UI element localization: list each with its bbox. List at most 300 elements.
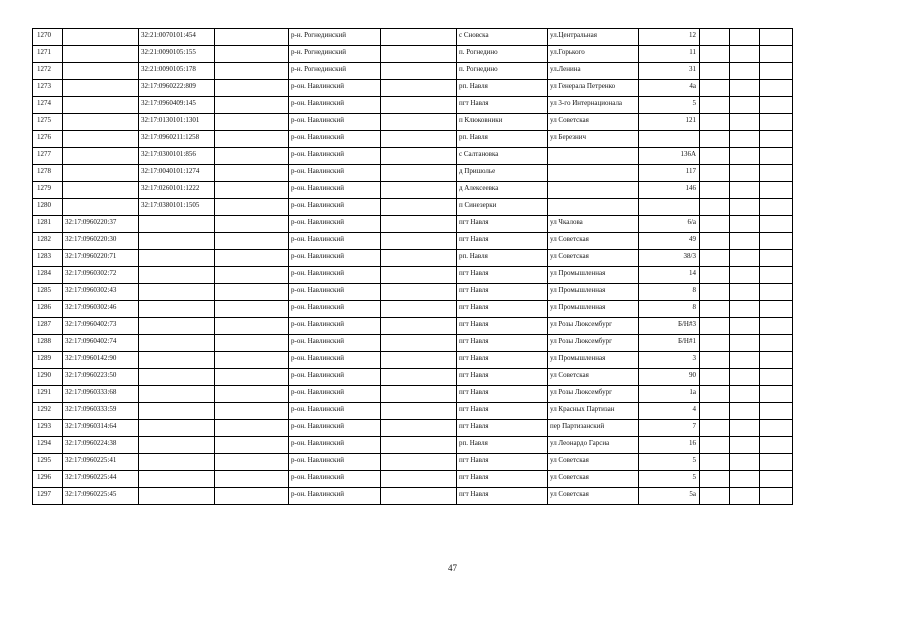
cadastral-number-alt-cell: 32:17:0260101:1222 — [139, 182, 215, 199]
cadastral-number-alt-cell — [139, 335, 215, 352]
empty-cell — [215, 488, 289, 505]
street-cell: ул Розы Люксембург — [548, 335, 639, 352]
settlement-cell: пгт Навля — [457, 301, 548, 318]
cadastral-number-cell — [63, 80, 139, 97]
cadastral-number-alt-cell — [139, 250, 215, 267]
page-number: 47 — [448, 563, 457, 573]
empty-cell — [730, 284, 760, 301]
empty-cell — [700, 131, 730, 148]
district-cell: р-он. Навлинский — [289, 301, 381, 318]
row-number-cell: 1279 — [33, 182, 63, 199]
cadastral-number-cell — [63, 182, 139, 199]
settlement-cell: рп. Навля — [457, 131, 548, 148]
street-cell: ул Советская — [548, 369, 639, 386]
empty-cell — [760, 403, 793, 420]
empty-cell — [700, 250, 730, 267]
row-number-cell: 1296 — [33, 471, 63, 488]
empty-cell — [215, 46, 289, 63]
street-cell: ул Розы Люксембург — [548, 386, 639, 403]
settlement-cell: пгт Навля — [457, 488, 548, 505]
table-row — [33, 284, 793, 301]
street-cell: ул Промышленная — [548, 301, 639, 318]
empty-cell — [381, 369, 457, 386]
house-number-cell: 49 — [639, 233, 700, 250]
empty-cell — [215, 97, 289, 114]
empty-cell — [730, 29, 760, 46]
empty-cell — [381, 454, 457, 471]
empty-cell — [215, 284, 289, 301]
row-number-cell: 1280 — [33, 199, 63, 216]
cadastral-number-alt-cell — [139, 488, 215, 505]
table-row — [33, 250, 793, 267]
street-cell: ул Розы Люксембург — [548, 318, 639, 335]
house-number-cell: 4а — [639, 80, 700, 97]
district-cell: р-он. Навлинский — [289, 386, 381, 403]
empty-cell — [215, 131, 289, 148]
cadastral-number-alt-cell: 32:17:0960211:1258 — [139, 131, 215, 148]
table-row — [33, 454, 793, 471]
empty-cell — [381, 250, 457, 267]
house-number-cell: Б/Н#1 — [639, 335, 700, 352]
district-cell: р-н. Рогнединский — [289, 46, 381, 63]
cadastral-number-cell: 32:17:0960402:73 — [63, 318, 139, 335]
empty-cell — [700, 267, 730, 284]
cadastral-number-alt-cell: 32:17:0130101:1301 — [139, 114, 215, 131]
empty-cell — [730, 386, 760, 403]
empty-cell — [381, 46, 457, 63]
district-cell: р-он. Навлинский — [289, 80, 381, 97]
cadastral-number-cell — [63, 29, 139, 46]
settlement-cell: пгт Навля — [457, 352, 548, 369]
table-row — [33, 301, 793, 318]
empty-cell — [215, 148, 289, 165]
cadastral-number-cell: 32:17:0960302:46 — [63, 301, 139, 318]
empty-cell — [215, 199, 289, 216]
street-cell: ул.Горького — [548, 46, 639, 63]
empty-cell — [700, 216, 730, 233]
empty-cell — [700, 318, 730, 335]
table-row — [33, 318, 793, 335]
empty-cell — [381, 284, 457, 301]
street-cell — [548, 199, 639, 216]
street-cell — [548, 182, 639, 199]
district-cell: р-он. Навлинский — [289, 318, 381, 335]
cadastral-number-alt-cell — [139, 454, 215, 471]
empty-cell — [215, 250, 289, 267]
cadastral-number-cell — [63, 165, 139, 182]
empty-cell — [215, 233, 289, 250]
settlement-cell: п Синезерки — [457, 199, 548, 216]
cadastral-number-alt-cell — [139, 403, 215, 420]
cadastral-number-cell: 32:17:0960220:37 — [63, 216, 139, 233]
cadastral-number-alt-cell — [139, 420, 215, 437]
settlement-cell: пгт Навля — [457, 369, 548, 386]
empty-cell — [700, 199, 730, 216]
empty-cell — [215, 267, 289, 284]
settlement-cell: д Пришолье — [457, 165, 548, 182]
cadastral-number-alt-cell — [139, 437, 215, 454]
house-number-cell: 16 — [639, 437, 700, 454]
settlement-cell: п Клюковники — [457, 114, 548, 131]
empty-cell — [700, 46, 730, 63]
cadastral-number-cell: 32:17:0960225:41 — [63, 454, 139, 471]
empty-cell — [215, 80, 289, 97]
district-cell: р-он. Навлинский — [289, 284, 381, 301]
house-number-cell: 146 — [639, 182, 700, 199]
settlement-cell: пгт Навля — [457, 216, 548, 233]
empty-cell — [381, 182, 457, 199]
row-number-cell: 1297 — [33, 488, 63, 505]
street-cell: ул 3-го Интернационала — [548, 97, 639, 114]
empty-cell — [760, 80, 793, 97]
street-cell: ул.Ленина — [548, 63, 639, 80]
empty-cell — [215, 165, 289, 182]
district-cell: р-он. Навлинский — [289, 335, 381, 352]
empty-cell — [381, 318, 457, 335]
empty-cell — [215, 63, 289, 80]
district-cell: р-он. Навлинский — [289, 352, 381, 369]
empty-cell — [760, 131, 793, 148]
empty-cell — [730, 488, 760, 505]
cadastral-number-cell: 32:17:0960302:72 — [63, 267, 139, 284]
empty-cell — [381, 403, 457, 420]
row-number-cell: 1285 — [33, 284, 63, 301]
empty-cell — [700, 369, 730, 386]
empty-cell — [760, 233, 793, 250]
empty-cell — [381, 352, 457, 369]
empty-cell — [730, 80, 760, 97]
house-number-cell: 5 — [639, 471, 700, 488]
cadastral-number-alt-cell — [139, 369, 215, 386]
house-number-cell: 6/а — [639, 216, 700, 233]
cadastral-number-cell: 32:17:0960314:64 — [63, 420, 139, 437]
cadastral-number-cell — [63, 46, 139, 63]
empty-cell — [700, 352, 730, 369]
cadastral-number-alt-cell: 32:17:0380101:1505 — [139, 199, 215, 216]
cadastral-number-alt-cell — [139, 233, 215, 250]
empty-cell — [381, 267, 457, 284]
district-cell: р-он. Навлинский — [289, 488, 381, 505]
empty-cell — [381, 165, 457, 182]
cadastral-number-cell: 32:17:0960225:44 — [63, 471, 139, 488]
empty-cell — [215, 318, 289, 335]
empty-cell — [760, 148, 793, 165]
empty-cell — [381, 471, 457, 488]
empty-cell — [381, 216, 457, 233]
district-cell: р-н. Рогнединский — [289, 63, 381, 80]
empty-cell — [381, 63, 457, 80]
district-cell: р-он. Навлинский — [289, 97, 381, 114]
row-number-cell: 1281 — [33, 216, 63, 233]
district-cell: р-он. Навлинский — [289, 114, 381, 131]
row-number-cell: 1287 — [33, 318, 63, 335]
row-number-cell: 1277 — [33, 148, 63, 165]
empty-cell — [215, 471, 289, 488]
table-row — [33, 233, 793, 250]
settlement-cell: пгт Навля — [457, 267, 548, 284]
house-number-cell: 3 — [639, 352, 700, 369]
district-cell: р-он. Навлинский — [289, 131, 381, 148]
row-number-cell: 1274 — [33, 97, 63, 114]
settlement-cell: пгт Навля — [457, 420, 548, 437]
empty-cell — [760, 165, 793, 182]
settlement-cell: рп. Навля — [457, 250, 548, 267]
table-row — [33, 29, 793, 46]
table-row — [33, 114, 793, 131]
row-number-cell: 1292 — [33, 403, 63, 420]
street-cell: ул Советская — [548, 488, 639, 505]
street-cell: ул Чкалова — [548, 216, 639, 233]
house-number-cell: 31 — [639, 63, 700, 80]
empty-cell — [730, 471, 760, 488]
district-cell: р-он. Навлинский — [289, 165, 381, 182]
settlement-cell: пгт Навля — [457, 403, 548, 420]
row-number-cell: 1291 — [33, 386, 63, 403]
empty-cell — [730, 165, 760, 182]
district-cell: р-он. Навлинский — [289, 420, 381, 437]
row-number-cell: 1293 — [33, 420, 63, 437]
empty-cell — [700, 335, 730, 352]
street-cell: ул Промышленная — [548, 284, 639, 301]
cadastral-number-cell — [63, 131, 139, 148]
district-cell: р-он. Навлинский — [289, 250, 381, 267]
cadastral-number-alt-cell — [139, 267, 215, 284]
empty-cell — [700, 80, 730, 97]
empty-cell — [381, 199, 457, 216]
empty-cell — [700, 284, 730, 301]
cadastral-number-cell: 32:17:0960402:74 — [63, 335, 139, 352]
empty-cell — [730, 233, 760, 250]
cadastral-number-cell: 32:17:0960223:50 — [63, 369, 139, 386]
cadastral-number-alt-cell: 32:21:0070101:454 — [139, 29, 215, 46]
cadastral-number-cell: 32:17:0960333:59 — [63, 403, 139, 420]
table-row — [33, 267, 793, 284]
settlement-cell: пгт Навля — [457, 335, 548, 352]
empty-cell — [215, 403, 289, 420]
empty-cell — [700, 403, 730, 420]
empty-cell — [381, 131, 457, 148]
table-body — [33, 29, 793, 505]
street-cell: ул Березнич — [548, 131, 639, 148]
empty-cell — [215, 182, 289, 199]
street-cell: ул Леонардо Гарсиа — [548, 437, 639, 454]
street-cell: ул Промышленная — [548, 267, 639, 284]
row-number-cell: 1286 — [33, 301, 63, 318]
row-number-cell: 1273 — [33, 80, 63, 97]
empty-cell — [700, 182, 730, 199]
empty-cell — [381, 437, 457, 454]
settlement-cell: рп. Навля — [457, 80, 548, 97]
empty-cell — [381, 97, 457, 114]
cadastral-number-cell: 32:17:0960225:45 — [63, 488, 139, 505]
empty-cell — [730, 97, 760, 114]
house-number-cell: 1а — [639, 386, 700, 403]
street-cell: ул Советская — [548, 114, 639, 131]
table-row — [33, 386, 793, 403]
empty-cell — [700, 148, 730, 165]
empty-cell — [730, 63, 760, 80]
cadastral-number-alt-cell: 32:17:0960409:145 — [139, 97, 215, 114]
table-row — [33, 335, 793, 352]
cadastral-number-alt-cell — [139, 318, 215, 335]
settlement-cell: пгт Навля — [457, 97, 548, 114]
street-cell: ул Красных Партизан — [548, 403, 639, 420]
empty-cell — [760, 437, 793, 454]
cadastral-number-alt-cell — [139, 352, 215, 369]
table-row — [33, 352, 793, 369]
empty-cell — [700, 386, 730, 403]
house-number-cell: 136А — [639, 148, 700, 165]
empty-cell — [215, 437, 289, 454]
house-number-cell: 8 — [639, 284, 700, 301]
row-number-cell: 1276 — [33, 131, 63, 148]
empty-cell — [700, 165, 730, 182]
table-row — [33, 182, 793, 199]
empty-cell — [760, 454, 793, 471]
table-row — [33, 63, 793, 80]
cadastral-number-cell — [63, 199, 139, 216]
settlement-cell: с Салтановка — [457, 148, 548, 165]
empty-cell — [700, 114, 730, 131]
table-row — [33, 97, 793, 114]
table-row — [33, 437, 793, 454]
house-number-cell: Б/Н#3 — [639, 318, 700, 335]
cadastral-number-alt-cell: 32:21:0090105:178 — [139, 63, 215, 80]
empty-cell — [215, 216, 289, 233]
settlement-cell: пгт Навля — [457, 454, 548, 471]
empty-cell — [760, 216, 793, 233]
empty-cell — [760, 29, 793, 46]
house-number-cell: 121 — [639, 114, 700, 131]
empty-cell — [760, 250, 793, 267]
row-number-cell: 1270 — [33, 29, 63, 46]
settlement-cell: п. Рогнедино — [457, 46, 548, 63]
empty-cell — [730, 301, 760, 318]
empty-cell — [760, 420, 793, 437]
table-row — [33, 131, 793, 148]
cadastral-number-cell: 32:17:0960302:43 — [63, 284, 139, 301]
house-number-cell: 7 — [639, 420, 700, 437]
row-number-cell: 1272 — [33, 63, 63, 80]
empty-cell — [381, 114, 457, 131]
cadastral-number-alt-cell — [139, 386, 215, 403]
empty-cell — [730, 199, 760, 216]
cadastral-number-cell: 32:17:0960142:90 — [63, 352, 139, 369]
cadastral-number-cell — [63, 148, 139, 165]
street-cell: ул Промышленная — [548, 352, 639, 369]
table-row — [33, 471, 793, 488]
district-cell: р-он. Навлинский — [289, 199, 381, 216]
empty-cell — [700, 488, 730, 505]
street-cell: ул Советская — [548, 233, 639, 250]
empty-cell — [760, 284, 793, 301]
empty-cell — [760, 97, 793, 114]
cadastral-number-alt-cell: 32:21:0090105:155 — [139, 46, 215, 63]
empty-cell — [381, 148, 457, 165]
street-cell: ул Генерала Петренко — [548, 80, 639, 97]
house-number-cell: 5 — [639, 454, 700, 471]
row-number-cell: 1288 — [33, 335, 63, 352]
empty-cell — [730, 250, 760, 267]
table-row — [33, 80, 793, 97]
empty-cell — [700, 233, 730, 250]
district-cell: р-он. Навлинский — [289, 267, 381, 284]
cadastral-number-alt-cell — [139, 301, 215, 318]
house-number-cell: 8 — [639, 301, 700, 318]
empty-cell — [760, 369, 793, 386]
empty-cell — [760, 114, 793, 131]
cadastral-number-cell: 32:17:0960220:71 — [63, 250, 139, 267]
district-cell: р-он. Навлинский — [289, 471, 381, 488]
empty-cell — [730, 403, 760, 420]
empty-cell — [730, 114, 760, 131]
row-number-cell: 1289 — [33, 352, 63, 369]
empty-cell — [700, 471, 730, 488]
empty-cell — [730, 420, 760, 437]
district-cell: р-он. Навлинский — [289, 369, 381, 386]
cadastral-number-cell: 32:17:0960220:30 — [63, 233, 139, 250]
cadastral-number-alt-cell: 32:17:0960222:809 — [139, 80, 215, 97]
cadastral-number-alt-cell — [139, 284, 215, 301]
table-row — [33, 403, 793, 420]
empty-cell — [700, 301, 730, 318]
house-number-cell: 4 — [639, 403, 700, 420]
cadastral-number-alt-cell — [139, 471, 215, 488]
house-number-cell: 11 — [639, 46, 700, 63]
empty-cell — [730, 369, 760, 386]
settlement-cell: д Алексеевка — [457, 182, 548, 199]
empty-cell — [381, 29, 457, 46]
house-number-cell: 14 — [639, 267, 700, 284]
cadastral-number-cell — [63, 63, 139, 80]
empty-cell — [215, 29, 289, 46]
settlement-cell: рп. Навля — [457, 437, 548, 454]
row-number-cell: 1295 — [33, 454, 63, 471]
table-row — [33, 216, 793, 233]
row-number-cell: 1275 — [33, 114, 63, 131]
cadastral-number-alt-cell: 32:17:0300101:856 — [139, 148, 215, 165]
house-number-cell — [639, 199, 700, 216]
cadastral-number-cell: 32:17:0960333:68 — [63, 386, 139, 403]
empty-cell — [215, 369, 289, 386]
row-number-cell: 1284 — [33, 267, 63, 284]
empty-cell — [700, 63, 730, 80]
table-row — [33, 148, 793, 165]
table-row — [33, 46, 793, 63]
empty-cell — [760, 386, 793, 403]
empty-cell — [730, 131, 760, 148]
row-number-cell: 1282 — [33, 233, 63, 250]
cadastral-number-alt-cell — [139, 216, 215, 233]
row-number-cell: 1294 — [33, 437, 63, 454]
empty-cell — [215, 301, 289, 318]
empty-cell — [730, 454, 760, 471]
district-cell: р-он. Навлинский — [289, 216, 381, 233]
district-cell: р-он. Навлинский — [289, 437, 381, 454]
cadastral-number-cell — [63, 114, 139, 131]
empty-cell — [381, 301, 457, 318]
empty-cell — [215, 352, 289, 369]
empty-cell — [730, 148, 760, 165]
empty-cell — [381, 420, 457, 437]
row-number-cell: 1271 — [33, 46, 63, 63]
empty-cell — [381, 80, 457, 97]
empty-cell — [730, 437, 760, 454]
empty-cell — [381, 335, 457, 352]
cadastral-number-alt-cell: 32:17:0040101:1274 — [139, 165, 215, 182]
house-number-cell: 5 — [639, 97, 700, 114]
settlement-cell: пгт Навля — [457, 233, 548, 250]
